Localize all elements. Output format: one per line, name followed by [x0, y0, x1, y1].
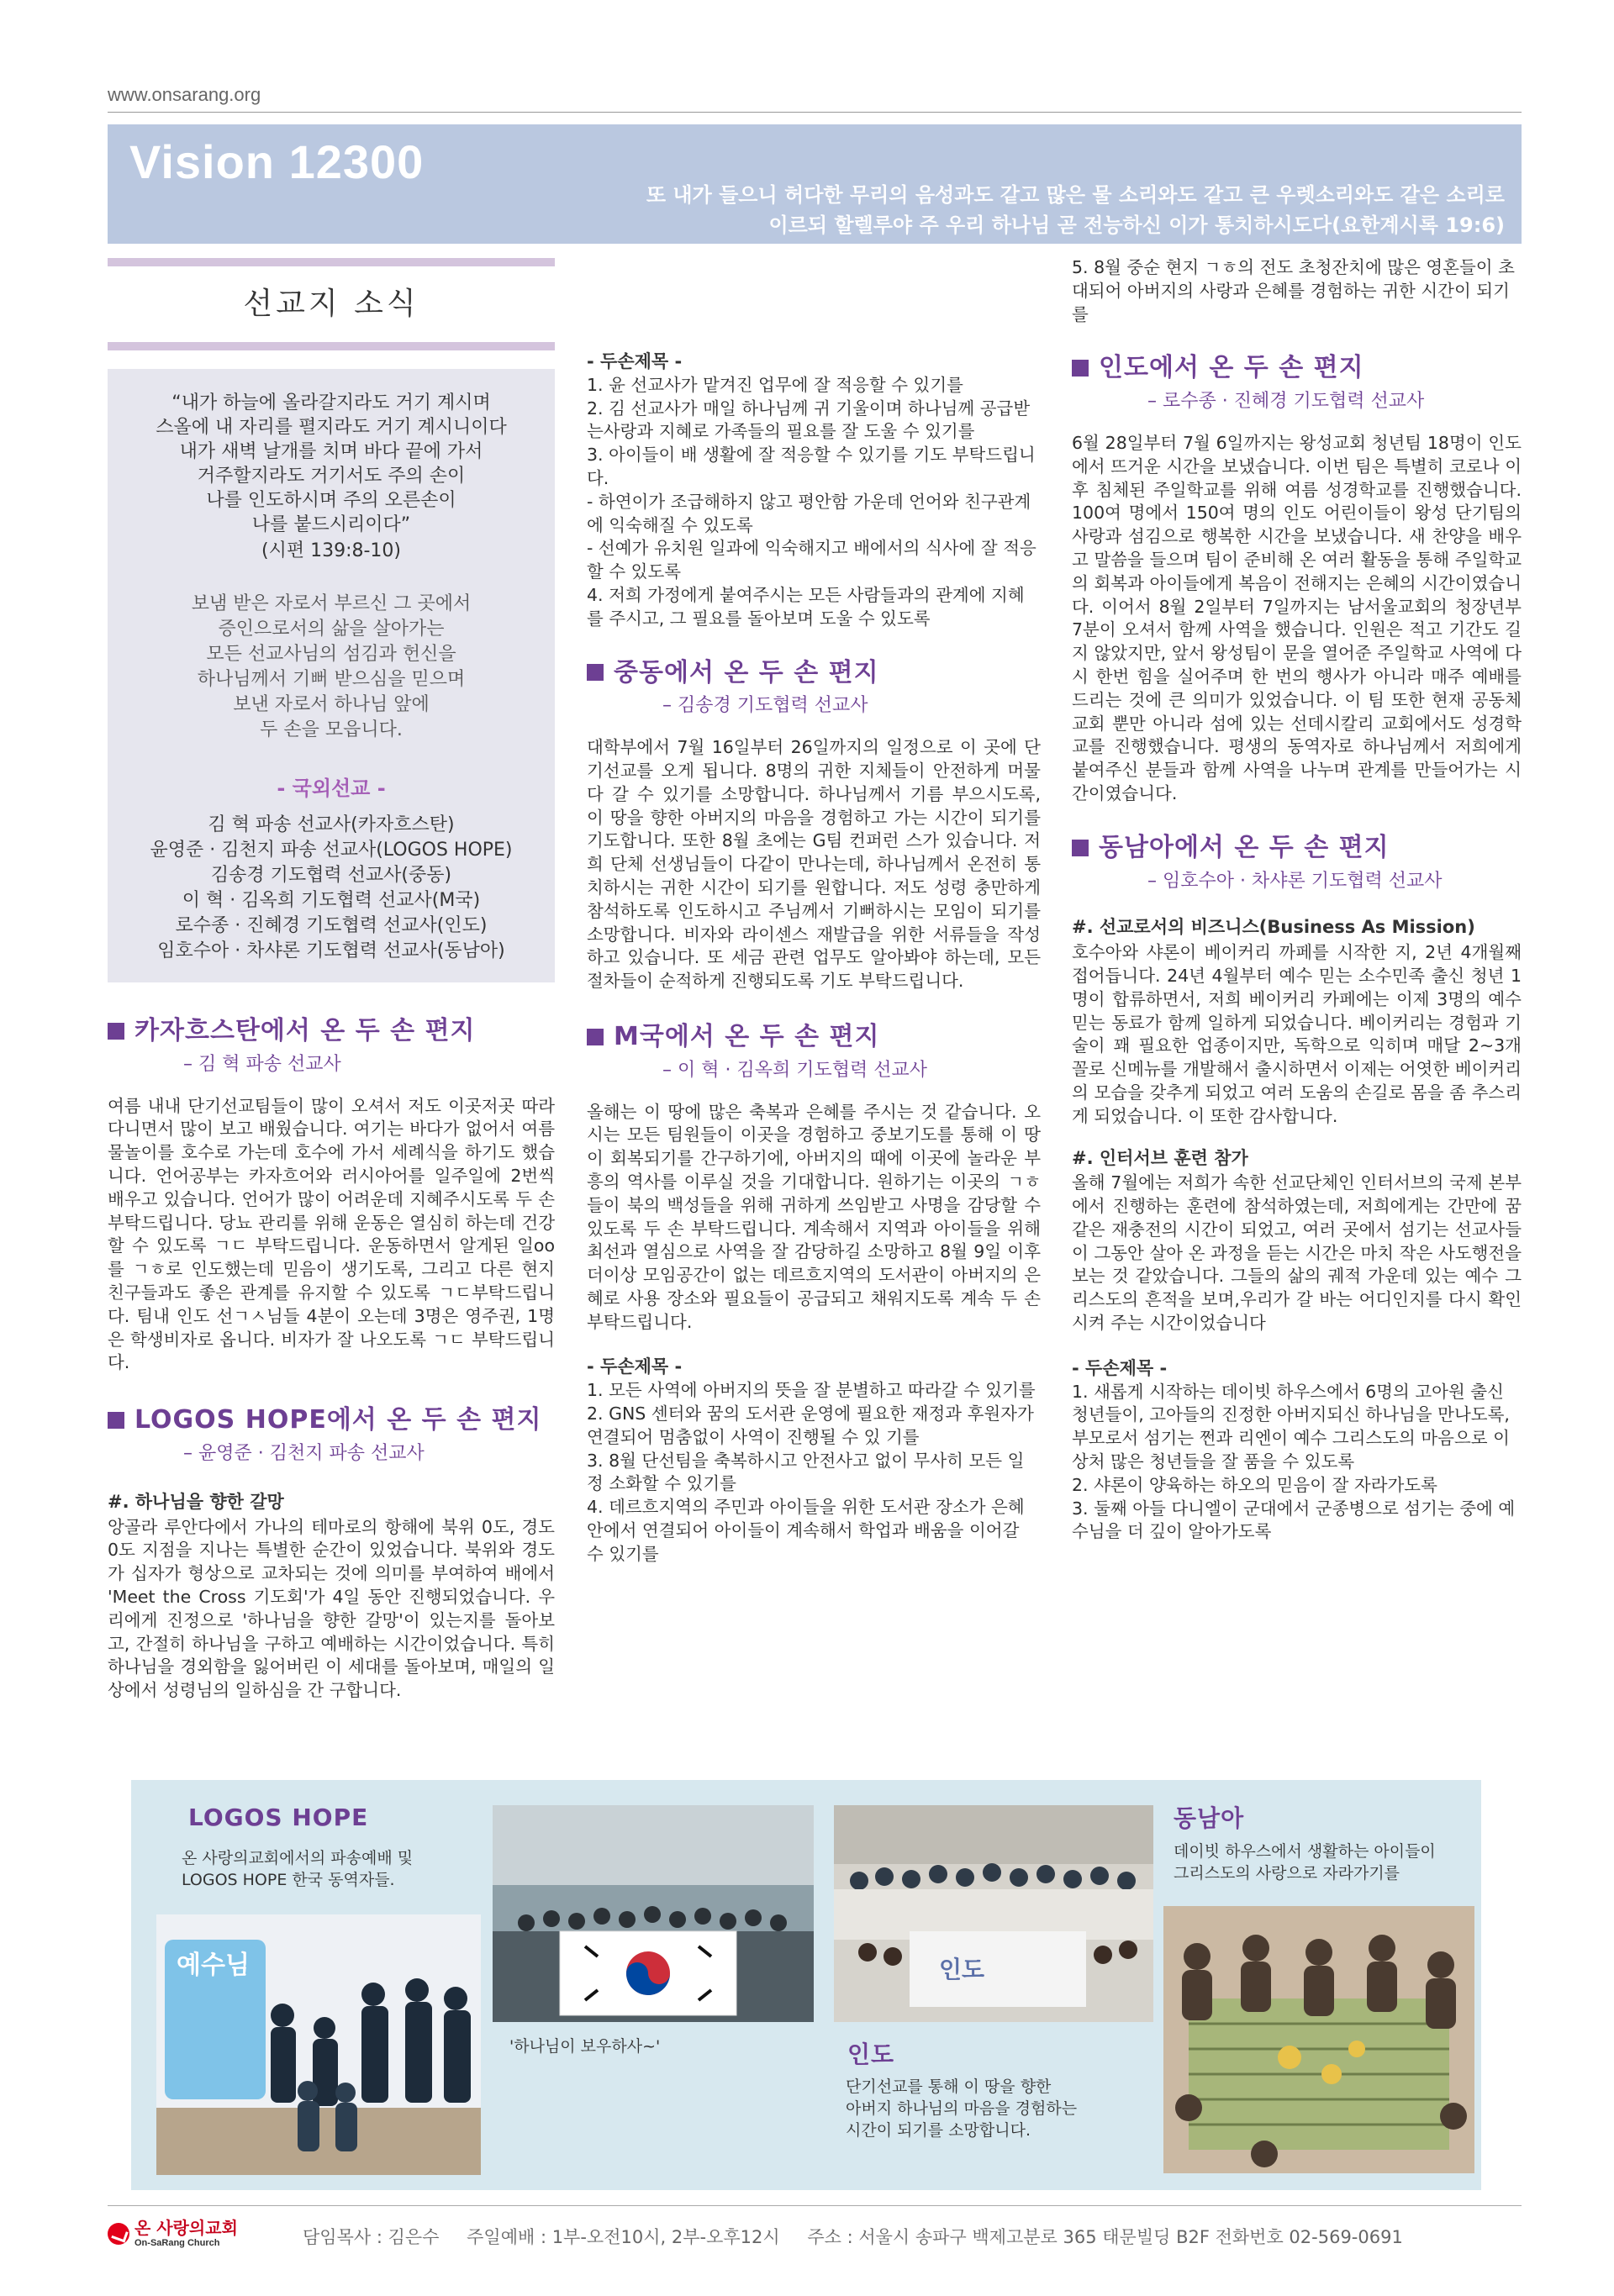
m-country-prayer-heading: - 두손제목 - [587, 1356, 683, 1377]
section-title-text: 카자흐스탄에서 온 두 손 편지 [134, 1016, 476, 1045]
banner-verse [646, 180, 1505, 240]
prayer-item: 1. 새롭게 시작하는 데이빗 하우스에서 6명의 고아원 출신 청년들이, 고아들의 진정한 아버지되신 하나님을 만나도록, 부모로서 섬기는 쩐과 리엔이 예수 그리스도의 마음으로 이 상처 많은 청년들을 잘 품을 수 있도록 [1072, 1381, 1510, 1472]
logos-prayer-heading: - 두손제목 - [587, 351, 683, 371]
m-country-author: – 이 혁 · 김옥희 기도협력 선교사 [662, 1059, 927, 1081]
church-name-korean: 온 사랑의교회 [134, 2218, 238, 2238]
bullet-square-icon [1072, 840, 1089, 856]
southeast-asia-letter-title [1072, 832, 1522, 862]
prayer-item: 2. 김 선교사가 매일 하나님께 귀 기울이며 하나님께 공급받는사랑과 지혜로 가족들의 필요를 잘 도울 수 있기를 [587, 398, 1031, 442]
church-name-english: On-SaRang Church [134, 2238, 220, 2248]
section-title-text: 인도에서 온 두 손 편지 [1099, 353, 1364, 383]
india-author: – 로수종 · 진혜경 기도협력 선교사 [1147, 391, 1425, 413]
sidebar-header [108, 258, 555, 350]
logos-subheading: #. 하나님을 향한 갈망 [108, 1491, 284, 1512]
india-letter-title [1072, 353, 1522, 383]
middle-east-letter-title [587, 657, 1041, 687]
logos-photo-caption: 온 사랑의교회에서의 파송예배 및 LOGOS HOPE 한국 동역자들. [182, 1849, 414, 1889]
section-title-text: 중동에서 온 두 손 편지 [614, 657, 879, 687]
photo-banner-text: 인도 [939, 1956, 985, 1983]
section-title-text: M국에서 온 두 손 편지 [614, 1021, 880, 1051]
ship-deck-flag-photo-art [493, 1805, 814, 2022]
prayer-item: 4. 데르흐지역의 주민과 아이들을 위한 도서관 장소가 은혜 안에서 연결되어 아이들이 계속해서 학업과 배움을 이어갈 수 있기를 [587, 1497, 1025, 1564]
southeast-asia-prayer-list [1072, 1381, 1522, 1545]
footer-divider [108, 2205, 1522, 2206]
logos-body: 앙골라 루안다에서 가나의 테마로의 항해에 북위 0도, 경도 0도 지점을 지나는 특별한 순간이 있었습니다. 북위와 경도가 십자가 형상으로 교차되는 것에 의미를 부여하여 배에서 'Meet the Cross 기도회'가 4일 동안 진행되었습니다. 우리에게 진정으로 '하나님을 향한 갈망'이 있는지를 돌아보고, 간절히 하나님을 구하고 예배하는 시간이었습니다. 특히 하나님을 경외함을 잃어버린 이 세대를 돌아보며, 매일의 일상에서 성령님의 일하심을 간 구합니다. [108, 1516, 555, 1701]
bullet-square-icon [108, 1412, 124, 1429]
psalm-reference: (시편 139:8-10) [261, 540, 401, 561]
logos-sending-photo-art [156, 1914, 481, 2175]
southeast-asia-author: – 임호수아 · 차샤론 기도협력 선교사 [1147, 870, 1443, 892]
church-address: 주소 : 서울시 송파구 백제고분로 365 태문빌딩 B2F 전화번호 02-569-0691 [807, 2227, 1403, 2247]
india-group-photo-art [834, 1805, 1153, 2022]
prayer-item: 3. 아이들이 배 생활에 잘 적응할 수 있기를 기도 부탁드립니다. [587, 445, 1036, 488]
interserve-body: 올해 7월에는 저희가 속한 선교단체인 인터서브의 국제 본부에서 진행하는 훈련에 참석하였는데, 저희에게는 간만에 꿈 같은 재충전의 시간이 되었고, 여러 곳에서 섬기는 선교사들이 그동안 살아 온 과정을 듣는 시간은 마치 작은 사도행전을 보는 것 같았습니다. 그들의 삶의 궤적 가운데 있는 예수 그리스도의 흔적을 보며,우리가 갈 바는 어디인지를 다시 확인시켜 주는 시간이었습니다 [1072, 1172, 1522, 1334]
prayer-item: 1. 윤 선교사가 맡겨진 업무에 잘 적응할 수 있기를 [587, 374, 963, 395]
m-country-letter-title [587, 1021, 1041, 1051]
prayer-item: 1. 모든 사역에 아버지의 뜻을 잘 분별하고 따라갈 수 있기를 [587, 1380, 1036, 1401]
prayer-item: - 하연이가 조급해하지 않고 평안함 가운데 언어와 친구관계에 익숙해질 수 있도록 [587, 491, 1031, 535]
bam-subheading: #. 선교로서의 비즈니스(Business As Mission) [1072, 917, 1475, 938]
bam-body: 호수아와 샤론이 베이커리 까페를 시작한 지, 2년 4개월째 접어듭니다. 24년 4월부터 예수 믿는 소수민족 출신 청년 1명이 합류하면서, 저희 베이커리 카페에는 이제 3명의 예수 믿는 동료가 함께 일하게 되었습니다. 베이커리는 경험과 기술이 꽤 필요한 업종이지만, 독학으로 익히며 매달 2~3개 꼴로 신메뉴를 개발해서 출시하면서 이제는 어엿한 베이커리의 모습을 갖추게 되었고 여러 도움의 손길로 몸을 좀 추스리게 되었습니다. 이 또한 감사합니다. [1072, 942, 1522, 1126]
church-logo-text [134, 2219, 238, 2249]
missionary-list [123, 813, 540, 964]
india-photo-caption: 단기선교를 통해 이 땅을 향한 아버지 하나님의 마음을 경험하는 시간이 되기를 소망합니다. [846, 2077, 1078, 2140]
senior-pastor: 담임목사 : 김은수 [303, 2227, 440, 2247]
southeast-asia-photo-caption: 데이빗 하우스에서 생활하는 아이들이 그리스도의 사랑으로 자라가기를 [1174, 1842, 1436, 1883]
site-url[interactable]: www.onsarang.org [108, 84, 261, 105]
india-photo-title: 인도 [847, 2041, 895, 2068]
india-group-photo [834, 1805, 1153, 2022]
prayer-item: 4. 저희 가정에게 붙여주시는 모든 사람들과의 관계에 지혜를 주시고, 그 필요를 돌아보며 도울 수 있도록 [587, 584, 1025, 629]
m-country-body: 올해는 이 땅에 많은 축복과 은혜를 주시는 것 같습니다. 오시는 모든 팀원들이 이곳을 경험하고 중보기도를 통해 이 땅이 회복되기를 간구하기에, 아버지의 때에 이곳에 놀라운 부흥의 역사를 이루실 것을 기대합니다. 원하기는 이곳의 ㄱㅎ들이 북의 백성들을 위해 귀하게 쓰임받고 사명을 감당할 수 있도록 두 손 부탁드립니다. 계속해서 지역과 아이들을 위해 최선과 열심으로 사역을 잘 감당하길 소망하고 8월 9일 이후 더이상 모임공간이 없는 데르흐지역의 도서관이 아버지의 은혜로 사용 장소와 필요들이 공급되고 채워지도록 계속 두 손 부탁드립니다. [587, 1101, 1041, 1332]
logos-author: – 윤영준 · 김천지 파송 선교사 [183, 1442, 425, 1464]
overseas-mission-heading: - 국외선교 - [277, 777, 386, 800]
missionary-item: 김 혁 파송 선교사(카자흐스탄) [208, 814, 455, 835]
photo-strip [131, 1780, 1481, 2190]
banner-verse-line1: 또 내가 들으니 허다한 무리의 음성과도 같고 많은 물 소리와도 같고 큰 우렛소리와도 같은 소리로 [646, 183, 1505, 207]
missionary-item: 로수종 · 진혜경 기도협력 선교사(인도) [175, 915, 488, 936]
bullet-square-icon [587, 1029, 604, 1045]
logos-prayer-list [587, 374, 1041, 631]
missionary-item: 김송경 기도협력 선교사(중동) [210, 865, 452, 886]
prayer-item: - 선예가 유치원 일과에 익숙해지고 배에서의 식사에 잘 적응할 수 있도록 [587, 538, 1036, 582]
psalm-verse: “내가 하늘에 올라갈지라도 거기 계시며 스올에 내 자리를 펼지라도 거기 계시니이다 내가 새벽 날개를 치며 바다 끝에 가서 거주할지라도 거기서도 주의 손이 나를 인도하시며 주의 오른손이 나를 붙드시리이다” [156, 392, 507, 535]
prayer-item: 2. GNS 센터와 꿈의 도서관 운영에 필요한 재정과 후원자가 연결되어 멈춤없이 사역이 진행될 수 있 기를 [587, 1403, 1034, 1447]
prayer-box [108, 369, 555, 982]
david-house-photo [1163, 1906, 1474, 2173]
church-logo-icon [108, 2223, 129, 2245]
middle-east-author: – 김송경 기도협력 선교사 [662, 695, 868, 717]
dedication-text: 보냄 받은 자로서 부르신 그 곳에서 증인으로서의 삶을 살아가는 모든 선교사님의 섬김과 헌신을 하나님께서 기뻐 받으심을 믿으며 보낸 자로서 하나님 앞에 두 손을 모읍니다. [191, 593, 472, 740]
logos-photo-title: LOGOS HOPE [188, 1804, 369, 1831]
southeast-asia-prayer-heading: - 두손제목 - [1072, 1357, 1168, 1378]
bullet-square-icon [108, 1023, 124, 1040]
missionary-item: 윤영준 · 김천지 파송 선교사(LOGOS HOPE) [150, 840, 513, 861]
kazakhstan-author: – 김 혁 파송 선교사 [183, 1053, 341, 1075]
prayer-item: 2. 샤론이 양육하는 하오의 믿음이 잘 자라가도록 [1072, 1474, 1437, 1495]
column-left [108, 256, 555, 1703]
footer [108, 2219, 1522, 2252]
column-right [1072, 256, 1522, 1544]
worship-times: 주일예배 : 1부-오전10시, 2부-오후12시 [467, 2227, 780, 2247]
india-body: 6월 28일부터 7월 6일까지는 왕성교회 청년팀 18명이 인도에서 뜨거운 시간을 보냈습니다. 이번 팀은 특별히 코로나 이후 침체된 주일학교를 위해 여름 성경학교를 진행했습니다. 100여 명에서 150여 명의 인도 어린이들이 왕성 단기팀의 사랑과 섬김으로 행복한 시간을 보냈습니다. 새 찬양을 배우고 말씀을 들으며 팀이 준비해 온 여러 활동을 통해 주일학교의 회복과 아이들에게 복음이 전해지는 은혜의 시간이였습니다. 이어서 8월 2일부터 7일까지는 남서울교회의 청장년부 7분이 오셔서 함께 사역을 했습니다. 인원은 적고 기간도 길지 않았지만, 앞서 왕성팀이 문을 열어준 주일학교 사역에 다시 한번 힘을 실어주며 한 번의 행사가 아니라 매주 예배를 드리는 것에 큰 의미가 있었습니다. 이 팀 또한 현재 공동체 교회 뿐만 아니라 섬에 있는 선데시칼리 교회에서도 성경학교를 진행했습니다. 평생의 동역자로 하나님께서 저희에게 붙여주신 분들과 함께 사역을 나누며 관계를 만들어가는 시간이였습니다. [1072, 432, 1522, 803]
logos-sending-photo [156, 1914, 481, 2175]
prayer-item: 3. 8월 단선팀을 축복하시고 안전사고 없이 무사히 모든 일정 소화할 수 있기를 [587, 1450, 1025, 1494]
middle-east-body: 대학부에서 7월 16일부터 26일까지의 일정으로 이 곳에 단기선교를 오게 됩니다. 8명의 귀한 지체들이 안전하게 머물다 갈 수 있기를 소망합니다. 하나님께서 기름 부으시도록, 이 땅을 향한 아버지의 마음을 경험하고 가는 시간이 되기를 기도합니다. 또한 8월 초에는 G팀 컨퍼런 스가 있습니다. 저희 단체 선생님들이 다같이 만나는데, 하나님께서 온전히 통치하시는 귀한 시간이 되기를 원합니다. 저도 성령 충만하게 참석하도록 인도하시고 주님께서 기뻐하시는 모임이 되기를 소망합니다. 비자와 라이센스 재발급을 위한 서류들을 작성하고 있습니다. 또 세금 관련 업무도 알아봐야 하는데, 모든 절차들이 순적하게 진행되도록 기도 부탁드립니다. [587, 737, 1041, 992]
sidebar-title: 선교지 소식 [243, 287, 419, 322]
banner-title: Vision 12300 [129, 135, 425, 188]
column-middle [587, 256, 1041, 1567]
ship-deck-flag-photo [493, 1805, 814, 2022]
logos-letter-title [108, 1405, 555, 1435]
photo-banner-text: 예수님 [177, 1951, 250, 1980]
kazakhstan-letter-title [108, 1016, 555, 1045]
m-country-prayer-list-cont [1072, 256, 1522, 326]
footer-info [303, 2224, 1425, 2249]
flag-photo-caption: '하나님이 보우하사~' [509, 2037, 661, 2056]
interserve-subheading: #. 인터서브 훈련 참가 [1072, 1147, 1248, 1168]
m-country-prayer-list [587, 1379, 1041, 1566]
vision-banner [108, 124, 1522, 244]
david-house-photo-art [1163, 1906, 1474, 2173]
missionary-item: 이 혁 · 김옥희 기도협력 선교사(M국) [182, 890, 481, 911]
prayer-item: 5. 8월 중순 현지 ㄱㅎ의 전도 초청잔치에 많은 영혼들이 초대되어 아버지의 사랑과 은혜를 경험하는 귀한 시간이 되기를 [1072, 257, 1515, 324]
top-divider [108, 112, 1522, 113]
missionary-item: 임호수아 · 차샤론 기도협력 선교사(동남아) [157, 940, 505, 961]
southeast-asia-photo-title: 동남아 [1174, 1804, 1245, 1832]
bullet-square-icon [587, 664, 604, 681]
church-logo[interactable] [108, 2219, 238, 2249]
section-title-text: LOGOS HOPE에서 온 두 손 편지 [134, 1405, 542, 1435]
section-title-text: 동남아에서 온 두 손 편지 [1099, 832, 1390, 862]
kazakhstan-body: 여름 내내 단기선교팀들이 많이 오셔서 저도 이곳저곳 따라 다니면서 많이 보고 배웠습니다. 여기는 바다가 없어서 여름 물놀이를 호수로 가는데 호수에 가서 세례식을 하기도 했습니다. 언어공부는 카자흐어와 러시아어를 일주일에 2번씩 배우고 있습니다. 언어가 많이 어려운데 지혜주시도록 두 손 부탁드립니다. 당뇨 관리를 위해 운동은 열심히 하는데 건강할 수 있도록 ㄱㄷ 부탁드립니다. 운동하면서 알게된 일oo를 ㄱㅎ로 인도했는데 믿음이 생기도록, 그리고 다른 현지 친구들과도 좋은 관계를 유지할 수 있도록 ㄱㄷ부탁드립니다. 팀내 인도 선ㄱㅅ님들 4분이 오는데 3명은 영주권, 1명은 학생비자로 옵니다. 비자가 잘 나오도록 ㄱㄷ 부탁드립니다. [108, 1095, 555, 1373]
banner-verse-line2: 이르되 할렐루야 주 우리 하나님 곧 전능하신 이가 통치하시도다(요한계시록 19:6) [768, 213, 1505, 237]
prayer-item: 3. 둘째 아들 다니엘이 군대에서 군종병으로 섬기는 중에 예수님을 더 깊이 알아가도록 [1072, 1498, 1516, 1542]
bullet-square-icon [1072, 360, 1089, 377]
